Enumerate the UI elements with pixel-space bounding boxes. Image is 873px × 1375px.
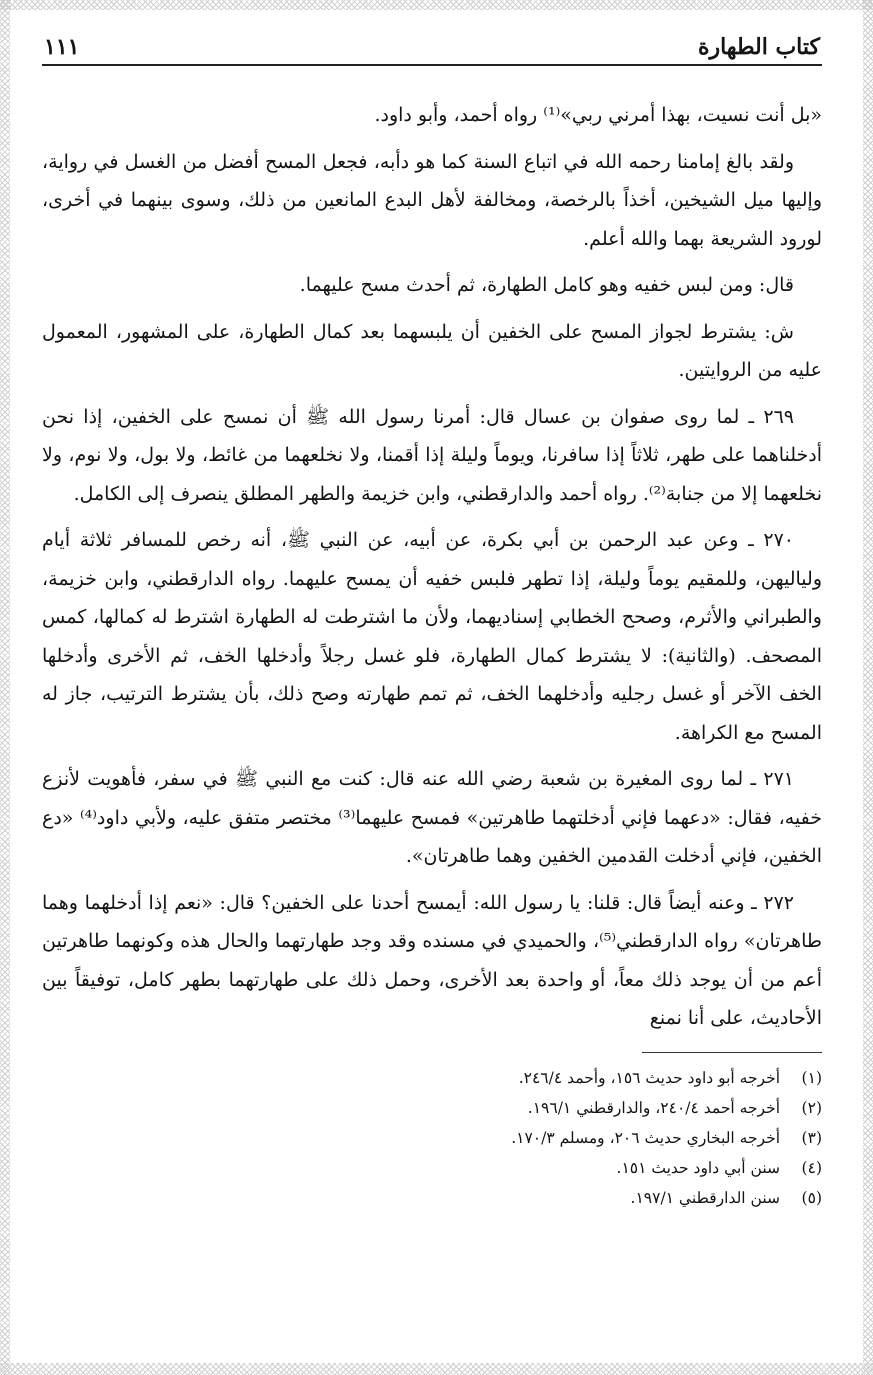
running-title: كتاب الطهارة [697, 34, 820, 60]
footnote-item [42, 1123, 822, 1153]
book-page [42, 24, 822, 1344]
paragraph-4: ش: يشترط لجواز المسح على الخفين أن يلبسهما بعد كمال الطهارة، على المشهور، المعمول عليه من الروايتين. [42, 320, 822, 381]
page-number: ١١١ [44, 34, 80, 60]
footnote-number: (٥) [801, 1188, 822, 1207]
footnote-text: أخرجه البخاري حديث ٢٠٦، ومسلم ١٧٠/٣. [511, 1128, 780, 1147]
footnote-number: (١) [801, 1068, 822, 1087]
paragraph-3: قال: ومن لبس خفيه وهو كامل الطهارة، ثم أحدث مسح عليهما. [299, 274, 794, 296]
footnote-number: (٤) [801, 1158, 822, 1177]
footnote-text: سنن أبي داود حديث ١٥١. [616, 1158, 780, 1177]
paragraph-hadith-272: ٢٧٢ ـ وعنه أيضاً قال: قلنا: يا رسول الله: أيمسح أحدنا على الخفين؟ قال: «نعم إذا أدخلهما وهما طاهرتان» رواه الدارقطني⁽⁵⁾، والحميدي في مسنده وقد وجد طهارتهما والحال هذه وكونهما طاهرتين أعم من أن يوجد ذلك معاً، أو واحدة بعد الأخرى، وحمل ذلك على طهارتهما بطهر كامل، توفيقاً بين الأحاديث، على أنا نمنع [42, 891, 822, 1029]
footnote-text: أخرجه أحمد ٢٤٠/٤، والدارقطني ١٩٦/١. [527, 1098, 780, 1117]
footnote-text: أخرجه أبو داود حديث ١٥٦، وأحمد ٢٤٦/٤. [518, 1068, 780, 1087]
footnote-item [42, 1093, 822, 1123]
footnote-item [42, 1063, 822, 1093]
paragraph-hadith-269: ٢٦٩ ـ لما روى صفوان بن عسال قال: أمرنا رسول الله ﷺ أن نمسح على الخفين، إذا نحن أدخلناهما على طهر، ثلاثاً إذا سافرنا، ويوماً وليلة إذا أقمنا، ولا نخلعهما من غائط، ولا بول، ولا نوم، ولا نخلعهما إلا من جنابة⁽²⁾. رواه أحمد والدارقطني، وابن خزيمة والطهر المطلق ينصرف إلى الكامل. [42, 405, 822, 505]
paragraph-hadith-270: ٢٧٠ ـ وعن عبد الرحمن بن أبي بكرة، عن أبيه، عن النبي ﷺ، أنه رخص للمسافر ثلاثة أيام ولياليهن، وللمقيم يوماً وليلة، إذا تطهر فلبس خفيه أن يمسح عليهما. رواه الدارقطني، وابن خزيمة، والطبراني والأثرم، وصحح الخطابي إسناديهما، ولأن ما اشترطت له الطهارة اشترط له كمالها، كمس المصحف. (والثانية): لا يشترط كمال الطهارة، فلو غسل رجلاً وأدخلها الخف، ثم الأخرى وأدخلها الخف الآخر أو غسل رجليه وأدخلهما الخف، ثم تمم طهارته وصح ذلك، بأن يشترط الترتيب، جاز له المسح مع الكراهة. [42, 529, 822, 744]
footnote-item [42, 1183, 822, 1213]
decorative-border-left [0, 0, 10, 1375]
footnotes [42, 1063, 822, 1213]
paragraph-2: ولقد بالغ إمامنا رحمه الله في اتباع السنة كما هو دأبه، فجعل المسح أفضل من الغسل في رواية، وإليها ميل الشيخين، أخذاً بالرخصة، ومخالفة لأهل البدع المانعين من ذلك، وسوى بينهما في أخرى، لورود الشريعة بهما والله أعلم. [42, 150, 822, 250]
decorative-border-bottom [0, 1363, 873, 1375]
paragraph-1: «بل أنت نسيت، بهذا أمرني ربي»⁽¹⁾ رواه أحمد، وأبو داود. [374, 104, 822, 126]
footnote-text: سنن الدارقطني ١٩٧/١. [630, 1188, 780, 1207]
decorative-border-right [863, 0, 873, 1375]
paragraph-hadith-271: ٢٧١ ـ لما روى المغيرة بن شعبة رضي الله عنه قال: كنت مع النبي ﷺ في سفر، فأهويت لأنزع خفيه، فقال: «دعهما فإني أدخلتهما طاهرتين» فمسح عليهما⁽³⁾ مختصر متفق عليه، ولأبي داود⁽⁴⁾ «دع الخفين، فإني أدخلت القدمين الخفين وهما طاهرتان». [42, 768, 822, 867]
footnote-number: (٢) [801, 1098, 822, 1117]
page-header [42, 24, 822, 66]
footnote-number: (٣) [801, 1128, 822, 1147]
main-text [42, 96, 822, 1038]
decorative-border-top [0, 0, 873, 10]
footnote-item [42, 1153, 822, 1183]
footnote-divider [642, 1052, 822, 1053]
